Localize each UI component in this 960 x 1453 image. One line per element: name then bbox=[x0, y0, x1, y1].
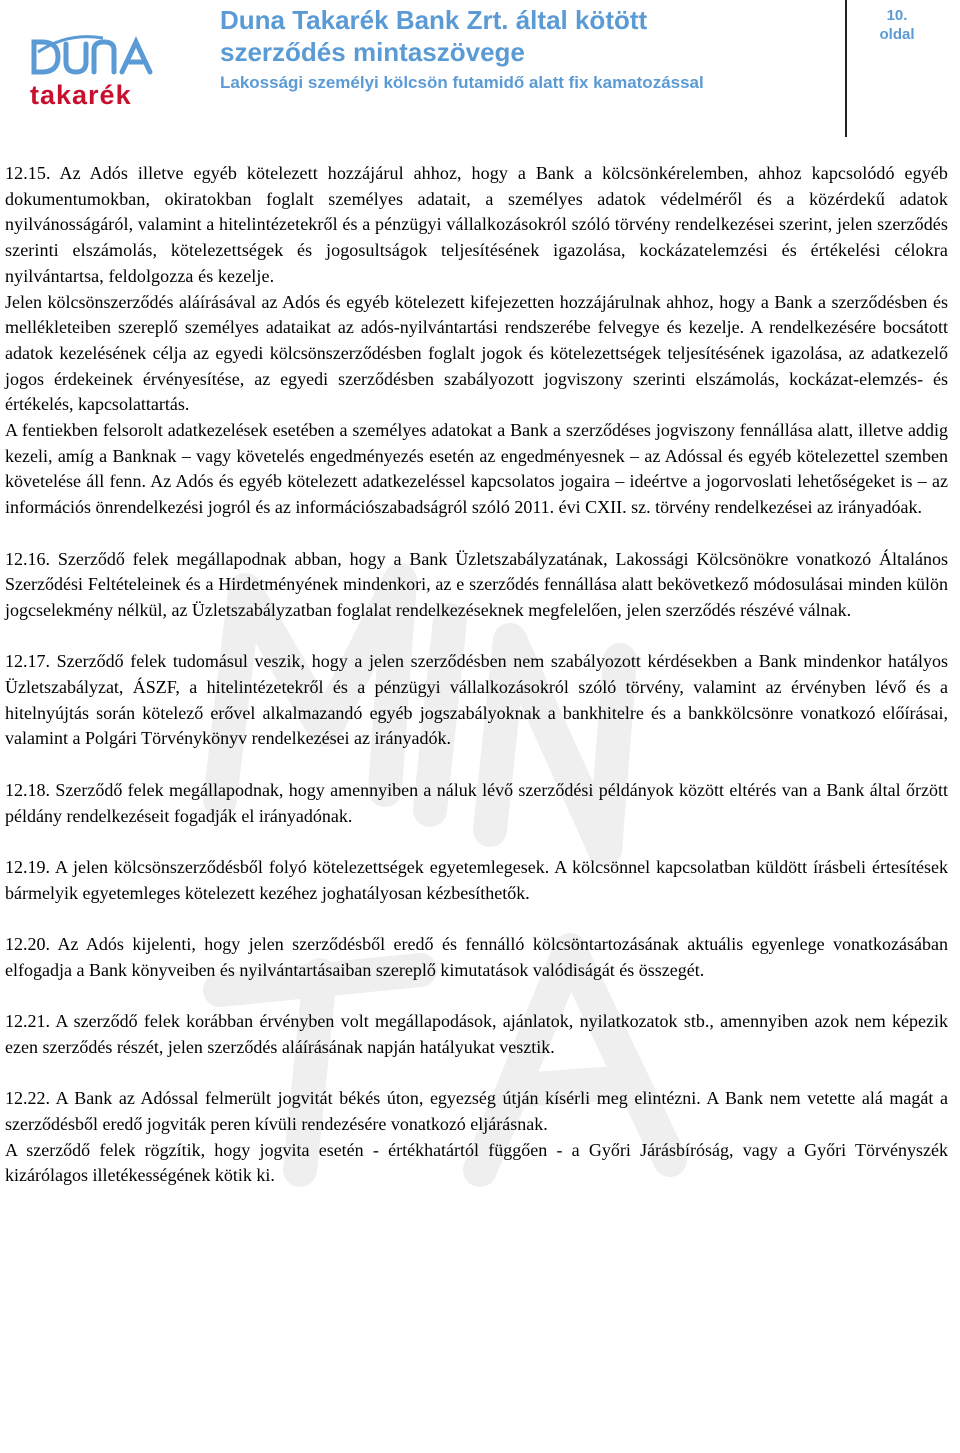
duna-takarek-logo-icon bbox=[28, 30, 164, 110]
page-number-value: 10. bbox=[886, 7, 908, 24]
document-title-block bbox=[220, 4, 820, 94]
paragraph-12-22-jurisdiction: A szerződő felek rögzítik, hogy jogvita esetén - értékhatártól függően - a Győri Járásbíróság, vagy a Győri Törvényszék kizárólagos illetékességének kötik ki. bbox=[5, 1139, 948, 1186]
document-subtitle: Lakossági személyi kölcsön futamidő alatt fix kamatozással bbox=[220, 73, 704, 92]
paragraph-12-15-retention: A fentiekben felsorolt adatkezelések esetében a személyes adatokat a Bank a szerződéses jogviszony fennállása alatt, illetve addig kezeli, amíg a Banknak – vagy követelés engedményezés esetén az engedményesnek – az Adóssal és egyéb kötelezettel szemben követelése áll fenn. Az Adós és egyéb kötelezett adatkezeléssel kapcsolatos jogaira – ideértve a jogorvoslati lehetőségeket is – az információs önrendelkezési jogról és az információszabadságról szóló 2011. évi CXII. sz. törvény rendelkezései az irányadóak. bbox=[5, 420, 948, 518]
paragraph-12-19: 12.19. A jelen kölcsönszerződésből folyó kötelezettségek egyetemlegesek. A kölcsönnel kapcsolatban küldött írásbeli értesítések bármelyik egyetemleges kötelezett kezéhez joghatályosan kézbesíthetők. bbox=[5, 856, 948, 903]
svg-text:takarék: takarék bbox=[30, 80, 132, 110]
paragraph-12-15-consent: Jelen kölcsönszerződés aláírásával az Adós és egyéb kötelezett kifejezetten hozzájárulnak ahhoz, hogy a Bank a szerződésben és mellékleteiben szereplő személyes adataikat az adós-nyilvántartási rendszerébe felvegye és kezelje. A rendelkezésére bocsátott adatok kezelésének célja az egyedi kölcsönszerződésben foglalt jogok és kötelezettségek teljesítésének igazolása, az adatkezelő jogos érdekeinek érvényesítése, az egyedi szerződésben szabályozott jogviszony szerinti elszámolás, kockázat-elemzés- és értékelés, kapcsolattartás. bbox=[5, 291, 948, 415]
page-header bbox=[0, 0, 960, 140]
paragraph-12-20: 12.20. Az Adós kijelenti, hogy jelen szerződésből eredő és fennálló kölcsöntartozásának aktuális egyenlege vonatkozásában elfogadja a Bank könyveiben és nyilvántartásaiban szereplő kimutatások valódiságát és összegét. bbox=[5, 934, 948, 980]
paragraph-12-16: 12.16. Szerződő felek megállapodnak abban, hogy a Bank Üzletszabályzatának, Lakossági Kölcsönökre vonatkozó Általános Szerződési Feltételeinek és a Hirdetményének mindenkori, az e szerződés fennállása alatt bekövetkező módosulásai minden külön jogcselekmény nélkül, az Üzletszabályzatban foglalat rendelkezéseknek megfelelően, jelen szerződés részévé válnak. bbox=[5, 548, 948, 620]
paragraph-12-15: 12.15. Az Adós illetve egyéb kötelezett hozzájárul ahhoz, hogy a Bank a kölcsönkérelemben, ahhoz kapcsolódó egyéb dokumentumokban, okiratokban foglalt személyes adatait, a személyes adatok védelméről és a közérdekű adatok nyilvánosságáról, valamint a hitelintézetekről és a pénzügyi vállalkozásokról szóló törvény rendelkezései szerint, jelen szerződés szerinti elszámolás, kötelezettségek és jogosultságok teljesítésének igazolása, kockázatelemzési és értékelési célokra nyilvántartsa, feldolgozza és kezelje. bbox=[5, 163, 948, 286]
header-divider bbox=[845, 0, 847, 137]
page-number-label: oldal bbox=[879, 26, 915, 43]
paragraph-12-18: 12.18. Szerződő felek megállapodnak, hogy amennyiben a náluk lévő szerződési példányok között eltérés van a Bank által őrzött példány rendelkezéseit fogadják el irányadónak. bbox=[5, 779, 948, 826]
paragraph-12-22: 12.22. A Bank az Adóssal felmerült jogvitát békés úton, egyezség útján kísérli meg elintézni. A Bank nem vetette alá magát a szerződésből eredő jogviták peren kívüli rendezésére vonatkozó eljárásnak. bbox=[5, 1088, 948, 1134]
page-number bbox=[862, 6, 932, 44]
paragraph-12-21: 12.21. A szerződő felek korábban érvényben volt megállapodások, ajánlatok, nyilatkozatok stb., amennyiben azok nem képezik ezen szerződés részét, jelen szerződés aláírásának napján hatályukat vesztik. bbox=[5, 1011, 948, 1057]
paragraph-12-17: 12.17. Szerződő felek tudomásul veszik, hogy a jelen szerződésben nem szabályozott kérdésekben a Bank mindenkor hatályos Üzletszabályzat, ÁSZF, a hitelintézetekről és a pénzügyi vállalkozásokról szóló törvény, valamint az érvényben lévő és a hitelnyújtás során kötelező erővel alkalmazandó egyéb jogszabályoknak a bankhitelre és a bankkölcsönre vonatkozó előírásai, valamint a Polgári Törvénykönyv rendelkezései az irányadók. bbox=[5, 651, 948, 749]
document-title-line-2: szerződés mintaszövege bbox=[220, 37, 525, 67]
document-title-line-1: Duna Takarék Bank Zrt. által kötött bbox=[220, 5, 648, 35]
document-body bbox=[5, 161, 948, 1189]
